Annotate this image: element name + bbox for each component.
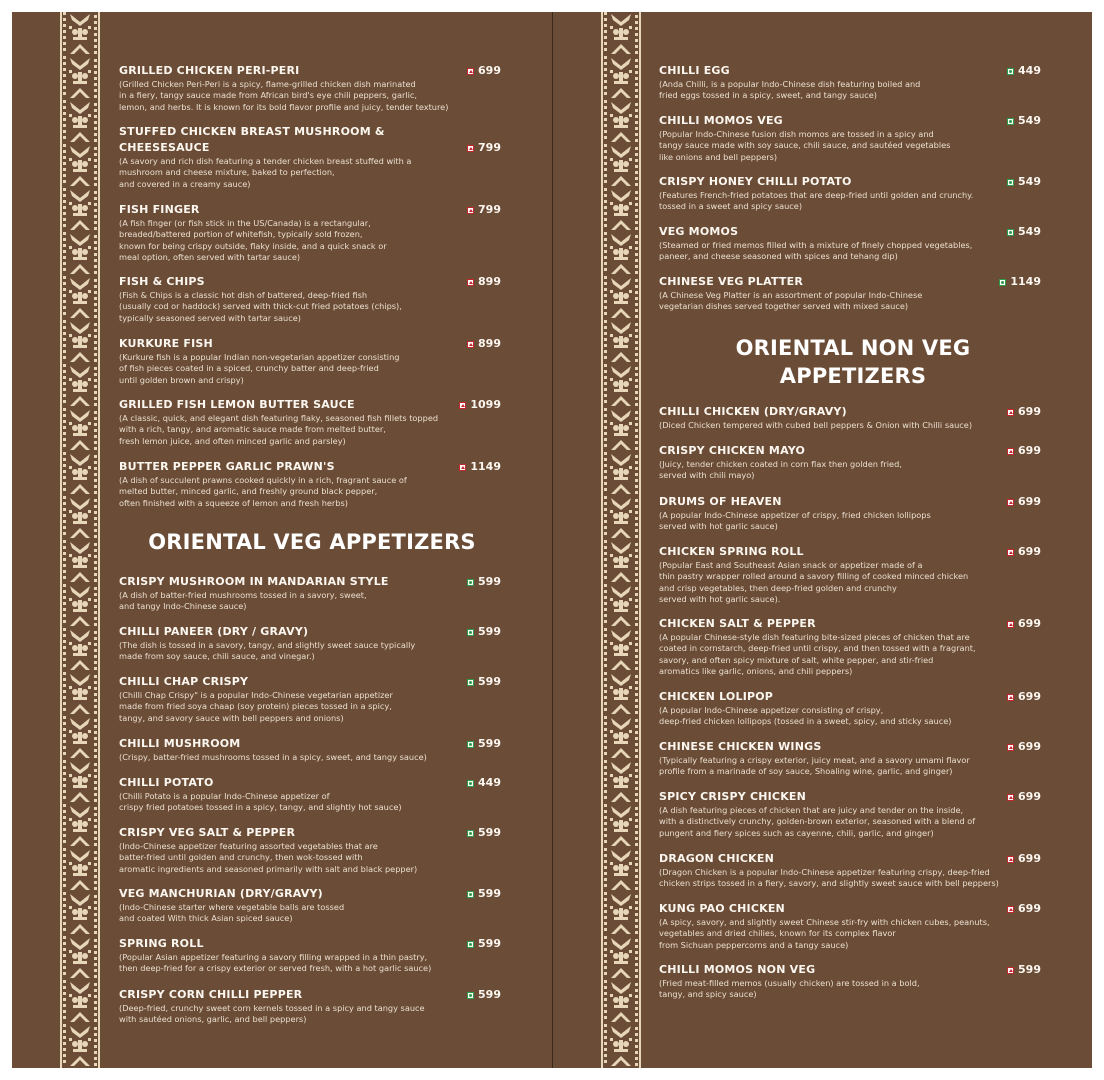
- menu-item: [119, 775, 501, 814]
- menu-item-name: CHINESE CHICKEN WINGS: [659, 740, 822, 753]
- price-value: 699: [1018, 852, 1041, 865]
- menu-item-price: [467, 886, 501, 902]
- menu-item-name: BUTTER PEPPER GARLIC PRAWN'S: [119, 460, 335, 473]
- menu-item-name: CRISPY VEG SALT & PEPPER: [119, 826, 296, 839]
- menu-item-name: FISH & CHIPS: [119, 275, 205, 288]
- menu-item-price: [1007, 901, 1041, 917]
- non-veg-symbol-icon: [467, 145, 474, 152]
- menu-item: [659, 274, 1041, 313]
- menu-item: [119, 274, 501, 324]
- menu-item-price: [467, 63, 501, 79]
- menu-item-price: [467, 624, 501, 640]
- menu-item-description: (Popular Indo-Chinese fusion dish momos are tossed in a spicy and tangy sauce made with soy sauce, chili sauce, and sautéed vegetables like onions and bell peppers): [659, 129, 951, 162]
- menu-item-price: [467, 336, 501, 352]
- price-value: 599: [478, 625, 501, 638]
- menu-item-name: GRILLED CHICKEN PERI-PERI: [119, 64, 300, 77]
- veg-symbol-icon: [467, 629, 474, 636]
- menu-item-name: CHILLI MUSHROOM: [119, 737, 241, 750]
- menu-item: [659, 544, 1041, 605]
- menu-item-description: (Deep-fried, crunchy sweet corn kernels tossed in a spicy and tangy sauce with sautéed onions, garlic, and bell peppers): [119, 1003, 425, 1025]
- menu-item: [659, 901, 1041, 951]
- price-value: 599: [478, 826, 501, 839]
- non-veg-symbol-icon: [1007, 499, 1014, 506]
- ornamental-border: [60, 12, 100, 1068]
- menu-item: [659, 962, 1041, 1001]
- menu-item: [119, 674, 501, 724]
- menu-item-description: (A savory and rich dish featuring a tender chicken breast stuffed with a mushroom and cheese mixture, baked to perfection, and covered in a creamy sauce): [119, 156, 412, 189]
- menu-item-name: STUFFED CHICKEN BREAST MUSHROOM & CHEESESAUCE: [119, 125, 385, 154]
- menu-item-description: (Fish & Chips is a classic hot dish of battered, deep-fried fish (usually cod or haddock) served with thick-cut fried potatoes (chips), typically seasoned served with tartar sauce): [119, 290, 402, 323]
- price-value: 699: [1018, 690, 1041, 703]
- menu-item-name: SPICY CRISPY CHICKEN: [659, 790, 807, 803]
- menu-item-description: (A dish featuring pieces of chicken that are juicy and tender on the inside, with a distinctively crunchy, golden-brown exterior, seasoned with a blend of pungent and fiery spices such as cayenne, chili, garlic, and ginger): [659, 805, 976, 838]
- menu-item-price: [1007, 789, 1041, 805]
- price-value: 549: [1018, 175, 1041, 188]
- non-veg-symbol-icon: [1007, 856, 1014, 863]
- price-value: 699: [1018, 902, 1041, 915]
- veg-symbol-icon: [467, 830, 474, 837]
- non-veg-symbol-icon: [467, 207, 474, 214]
- menu-item-price: [1007, 224, 1041, 240]
- menu-item: [119, 736, 501, 763]
- menu-item-price: [1007, 113, 1041, 129]
- menu-item-description: (Fried meat-filled memos (usually chicken) are tossed in a bold, tangy, and spicy sauce): [659, 978, 920, 1000]
- menu-item-name: FISH FINGER: [119, 203, 200, 216]
- price-value: 449: [1018, 64, 1041, 77]
- menu-item: [119, 936, 501, 975]
- price-value: 1149: [1010, 275, 1041, 288]
- menu-item-price: [467, 674, 501, 690]
- menu-item-price: [467, 736, 501, 752]
- menu-item-name: CHICKEN SALT & PEPPER: [659, 617, 816, 630]
- menu-item-description: (A spicy, savory, and slightly sweet Chinese stir-fry with chicken cubes, peanuts, vegetables and dried chilies, known for its complex flavor from Sichuan peppercorns and a tangy sauce): [659, 917, 990, 950]
- price-value: 699: [1018, 444, 1041, 457]
- menu-item-name: VEG MANCHURIAN (DRY/GRAVY): [119, 887, 323, 900]
- menu-item-description: (Juicy, tender chicken coated in corn flax then golden fried, served with chili mayo): [659, 459, 902, 481]
- menu-item: [119, 202, 501, 263]
- menu-item-name: CRISPY CHICKEN MAYO: [659, 444, 806, 457]
- menu-item-description: (A popular Indo-Chinese appetizer consisting of crispy, deep-fried chicken lollipops (tossed in a sweet, spicy, and sticky sauce): [659, 705, 952, 727]
- menu-item-name: CHILLI MOMOS NON VEG: [659, 963, 816, 976]
- non-veg-symbol-icon: [467, 279, 474, 286]
- price-value: 699: [1018, 405, 1041, 418]
- veg-symbol-icon: [467, 741, 474, 748]
- veg-symbol-icon: [467, 780, 474, 787]
- price-value: 699: [478, 64, 501, 77]
- price-value: 599: [478, 675, 501, 688]
- menu-item: [119, 987, 501, 1026]
- menu-item-description: (A dish of batter-fried mushrooms tossed in a savory, sweet, and tangy Indo-Chinese sauce): [119, 590, 367, 612]
- veg-symbol-icon: [467, 992, 474, 999]
- menu-item-name: KURKURE FISH: [119, 337, 213, 350]
- menu-item: [659, 689, 1041, 728]
- menu-item-description: (Crispy, batter-fried mushrooms tossed in a spicy, sweet, and tangy sauce): [119, 752, 427, 762]
- non-veg-symbol-icon: [1007, 794, 1014, 801]
- menu-item-price: [1007, 174, 1041, 190]
- menu-item-name: CHILLI POTATO: [119, 776, 214, 789]
- menu-item-price: [1007, 63, 1041, 79]
- price-value: 699: [1018, 790, 1041, 803]
- section-heading-oriental-non-veg-appetizers: ORIENTAL NON VEG APPETIZERS: [735, 336, 971, 388]
- menu-item: [659, 851, 1041, 890]
- section-heading-oriental-veg-appetizers: ORIENTAL VEG APPETIZERS: [148, 530, 476, 554]
- menu-item: [119, 336, 501, 386]
- price-value: 599: [478, 937, 501, 950]
- menu-item-name: CRISPY CORN CHILLI PEPPER: [119, 988, 303, 1001]
- price-value: 699: [1018, 740, 1041, 753]
- menu-item: [659, 494, 1041, 533]
- menu-item-price: [1007, 739, 1041, 755]
- menu-item-name: CHILLI MOMOS VEG: [659, 114, 783, 127]
- menu-item: [119, 886, 501, 925]
- menu-item-name: CHILLI PANEER (DRY / GRAVY): [119, 625, 309, 638]
- price-value: 549: [1018, 225, 1041, 238]
- menu-item-description: (A classic, quick, and elegant dish featuring flaky, seasoned fish fillets topped with a rich, tangy, and aromatic sauce made from melted butter, fresh lemon juice, and often minced garlic and parsley): [119, 413, 439, 446]
- veg-symbol-icon: [467, 941, 474, 948]
- price-value: 799: [478, 203, 501, 216]
- veg-symbol-icon: [467, 679, 474, 686]
- menu-item-description: (A fish finger (or fish stick in the US/Canada) is a rectangular, breaded/battered portion of whitefish, typically sold frozen, known for being crispy outside, flaky inside, and a quick snack or meal option, often served with tartar sauce): [119, 218, 387, 262]
- non-veg-symbol-icon: [1007, 694, 1014, 701]
- veg-symbol-icon: [1007, 118, 1014, 125]
- menu-item: [659, 224, 1041, 263]
- menu-item-name: CHILLI EGG: [659, 64, 730, 77]
- non-veg-symbol-icon: [459, 464, 466, 471]
- price-value: 599: [478, 988, 501, 1001]
- menu-item-price: [1007, 616, 1041, 632]
- price-value: 449: [478, 776, 501, 789]
- menu-item-name: GRILLED FISH LEMON BUTTER SAUCE: [119, 398, 355, 411]
- menu-item: [659, 789, 1041, 839]
- menu-item-price: [999, 274, 1041, 290]
- non-veg-symbol-icon: [1007, 621, 1014, 628]
- menu-item-name: CRISPY HONEY CHILLI POTATO: [659, 175, 852, 188]
- menu-item-name: VEG MOMOS: [659, 225, 739, 238]
- price-value: 699: [1018, 617, 1041, 630]
- menu-item-name: CHICKEN LOLIPOP: [659, 690, 774, 703]
- price-value: 599: [478, 575, 501, 588]
- veg-symbol-icon: [1007, 179, 1014, 186]
- veg-symbol-icon: [1007, 229, 1014, 236]
- menu-item-price: [467, 775, 501, 791]
- menu-item: [659, 174, 1041, 213]
- menu-item-description: (Typically featuring a crispy exterior, juicy meat, and a savory umami flavor profile from a marinade of soy sauce, Shoaling wine, garlic, and ginger): [659, 755, 970, 777]
- veg-symbol-icon: [467, 891, 474, 898]
- menu-item-price: [467, 987, 501, 1003]
- menu-item-description: (Features French-fried potatoes that are deep-fried until golden and crunchy. tossed in a sweet and spicy sauce): [659, 190, 974, 212]
- menu-item-price: [1007, 851, 1041, 867]
- menu-item: [659, 63, 1041, 102]
- menu-item-description: (The dish is tossed in a savory, tangy, and slightly sweet sauce typically made from soy sauce, chili sauce, and vinegar.): [119, 640, 416, 662]
- price-value: 699: [1018, 495, 1041, 508]
- menu-item-description: (Steamed or fried memos filled with a mixture of finely chopped vegetables, paneer, and cheese seasoned with spices and tehang dip): [659, 240, 973, 262]
- menu-item: [119, 124, 501, 190]
- price-value: 799: [478, 141, 501, 154]
- menu-item-name: CHILLI CHICKEN (DRY/GRAVY): [659, 405, 847, 418]
- menu-item: [659, 616, 1041, 677]
- menu-item-description: (Chilli Chap Crispy" is a popular Indo-Chinese vegetarian appetizer made from fried soya chaap (soy protein) pieces tossed in a spicy, tangy, and savory sauce with bell peppers and onions): [119, 690, 393, 723]
- non-veg-symbol-icon: [1007, 448, 1014, 455]
- non-veg-symbol-icon: [1007, 967, 1014, 974]
- menu-item-price: [467, 825, 501, 841]
- left-menu-page: [12, 12, 553, 1068]
- menu-item-description: (Popular Asian appetizer featuring a savory filling wrapped in a thin pastry, then deep-fried for a crispy exterior or served fresh, with a hot garlic sauce): [119, 952, 432, 974]
- ornamental-border: [601, 12, 641, 1068]
- price-value: 549: [1018, 114, 1041, 127]
- menu-item-description: (Popular East and Southeast Asian snack or appetizer made of a thin pastry wrapper rolled around a savory filling of cooked minced chicken and crisp vegetables, then deep-fried golden and crunchy served with hot garlic sauce).: [659, 560, 969, 604]
- non-veg-symbol-icon: [1007, 906, 1014, 913]
- menu-item-name: DRAGON CHICKEN: [659, 852, 775, 865]
- menu-item-name: SPRING ROLL: [119, 937, 204, 950]
- price-value: 599: [478, 887, 501, 900]
- menu-item-price: [467, 574, 501, 590]
- menu-item-name: CHILLI CHAP CRISPY: [119, 675, 249, 688]
- price-value: 899: [478, 275, 501, 288]
- non-veg-symbol-icon: [459, 402, 466, 409]
- menu-item: [119, 574, 501, 613]
- menu-item-description: (A popular Indo-Chinese appetizer of crispy, fried chicken lollipops served with hot garlic sauce): [659, 510, 931, 532]
- menu-item-name: DRUMS OF HEAVEN: [659, 495, 782, 508]
- price-value: 699: [1018, 545, 1041, 558]
- menu-item-price: [467, 274, 501, 290]
- price-value: 1099: [470, 398, 501, 411]
- price-value: 899: [478, 337, 501, 350]
- menu-item: [659, 113, 1041, 163]
- menu-item-price: [1007, 544, 1041, 560]
- menu-item-price: [1007, 404, 1041, 420]
- veg-symbol-icon: [1007, 68, 1014, 75]
- price-value: 599: [478, 737, 501, 750]
- non-veg-symbol-icon: [467, 68, 474, 75]
- non-veg-symbol-icon: [1007, 549, 1014, 556]
- menu-item: [119, 825, 501, 875]
- menu-item-description: (A Chinese Veg Platter is an assortment of popular Indo-Chinese vegetarian dishes served together served with mixed sauce): [659, 290, 923, 312]
- veg-symbol-icon: [999, 279, 1006, 286]
- menu-item-description: (Indo-Chinese starter where vegetable balls are tossed and coated With thick Asian spiced sauce): [119, 902, 345, 924]
- menu-item-description: (Grilled Chicken Peri-Peri is a spicy, flame-grilled chicken dish marinated in a fiery, tangy sauce made from African bird's eye chili peppers, garlic, lemon, and herbs. It is known for its bold flavor profile and juicy, tender texture): [119, 79, 449, 112]
- menu-item-price: [1007, 443, 1041, 459]
- right-menu-page: [553, 12, 1092, 1068]
- menu-item-name: CRISPY MUSHROOM IN MANDARIAN STYLE: [119, 575, 389, 588]
- non-veg-symbol-icon: [1007, 409, 1014, 416]
- menu-item-description: (Indo-Chinese appetizer featuring assorted vegetables that are batter-fried until golden and crunchy, then wok-tossed with aromatic ingredients and seasoned primarily with salt and black pepper): [119, 841, 418, 874]
- menu-item: [119, 63, 501, 113]
- menu-item-price: [1007, 962, 1041, 978]
- menu-item-price: [459, 397, 501, 413]
- menu-item: [119, 459, 501, 509]
- menu-item-price: [1007, 689, 1041, 705]
- menu-item-description: (Kurkure fish is a popular Indian non-vegetarian appetizer consisting of fish pieces coated in a spiced, crunchy batter and deep-fried until golden brown and crispy): [119, 352, 400, 385]
- menu-item-name: KUNG PAO CHICKEN: [659, 902, 785, 915]
- menu-item-description: (A dish of succulent prawns cooked quickly in a rich, fragrant sauce of melted butter, minced garlic, and freshly ground black pepper, often finished with a squeeze of lemon and fresh herbs): [119, 475, 407, 508]
- menu-item-price: [467, 202, 501, 218]
- non-veg-symbol-icon: [467, 341, 474, 348]
- menu-item: [119, 397, 501, 447]
- price-value: 1149: [470, 460, 501, 473]
- menu-item-description: (Chilli Potato is a popular Indo-Chinese appetizer of crispy fried potatoes tossed in a spicy, tangy, and slightly hot sauce): [119, 791, 402, 813]
- menu-item-price: [459, 459, 501, 475]
- menu-item-description: (Dragon Chicken is a popular Indo-Chinese appetizer featuring crispy, deep-fried chicken strips tossed in a fiery, savory, and slightly sweet sauce with bell peppers): [659, 867, 999, 889]
- menu-item-description: (Diced Chicken tempered with cubed bell peppers & Onion with Chilli sauce): [659, 420, 973, 430]
- menu-item: [659, 739, 1041, 778]
- menu-item: [659, 404, 1041, 431]
- veg-symbol-icon: [467, 579, 474, 586]
- menu-item-description: (Anda Chilli, is a popular Indo-Chinese dish featuring boiled and fried eggs tossed in a spicy, sweet, and tangy sauce): [659, 79, 921, 101]
- menu-item-name: CHICKEN SPRING ROLL: [659, 545, 804, 558]
- menu-item-price: [1007, 494, 1041, 510]
- non-veg-symbol-icon: [1007, 744, 1014, 751]
- menu-item-description: (A popular Chinese-style dish featuring bite-sized pieces of chicken that are coated in cornstarch, deep-fried until crispy, and then tossed with a fragrant, savory, and often spicy mixture of salt, white pepper, and stir-fried aromatics like garlic, onions, and chili peppers): [659, 632, 976, 676]
- menu-item: [119, 624, 501, 663]
- menu-item: [659, 443, 1041, 482]
- menu-item-price: [467, 936, 501, 952]
- menu-item-name: CHINESE VEG PLATTER: [659, 275, 804, 288]
- price-value: 599: [1018, 963, 1041, 976]
- menu-item-price: [467, 140, 501, 156]
